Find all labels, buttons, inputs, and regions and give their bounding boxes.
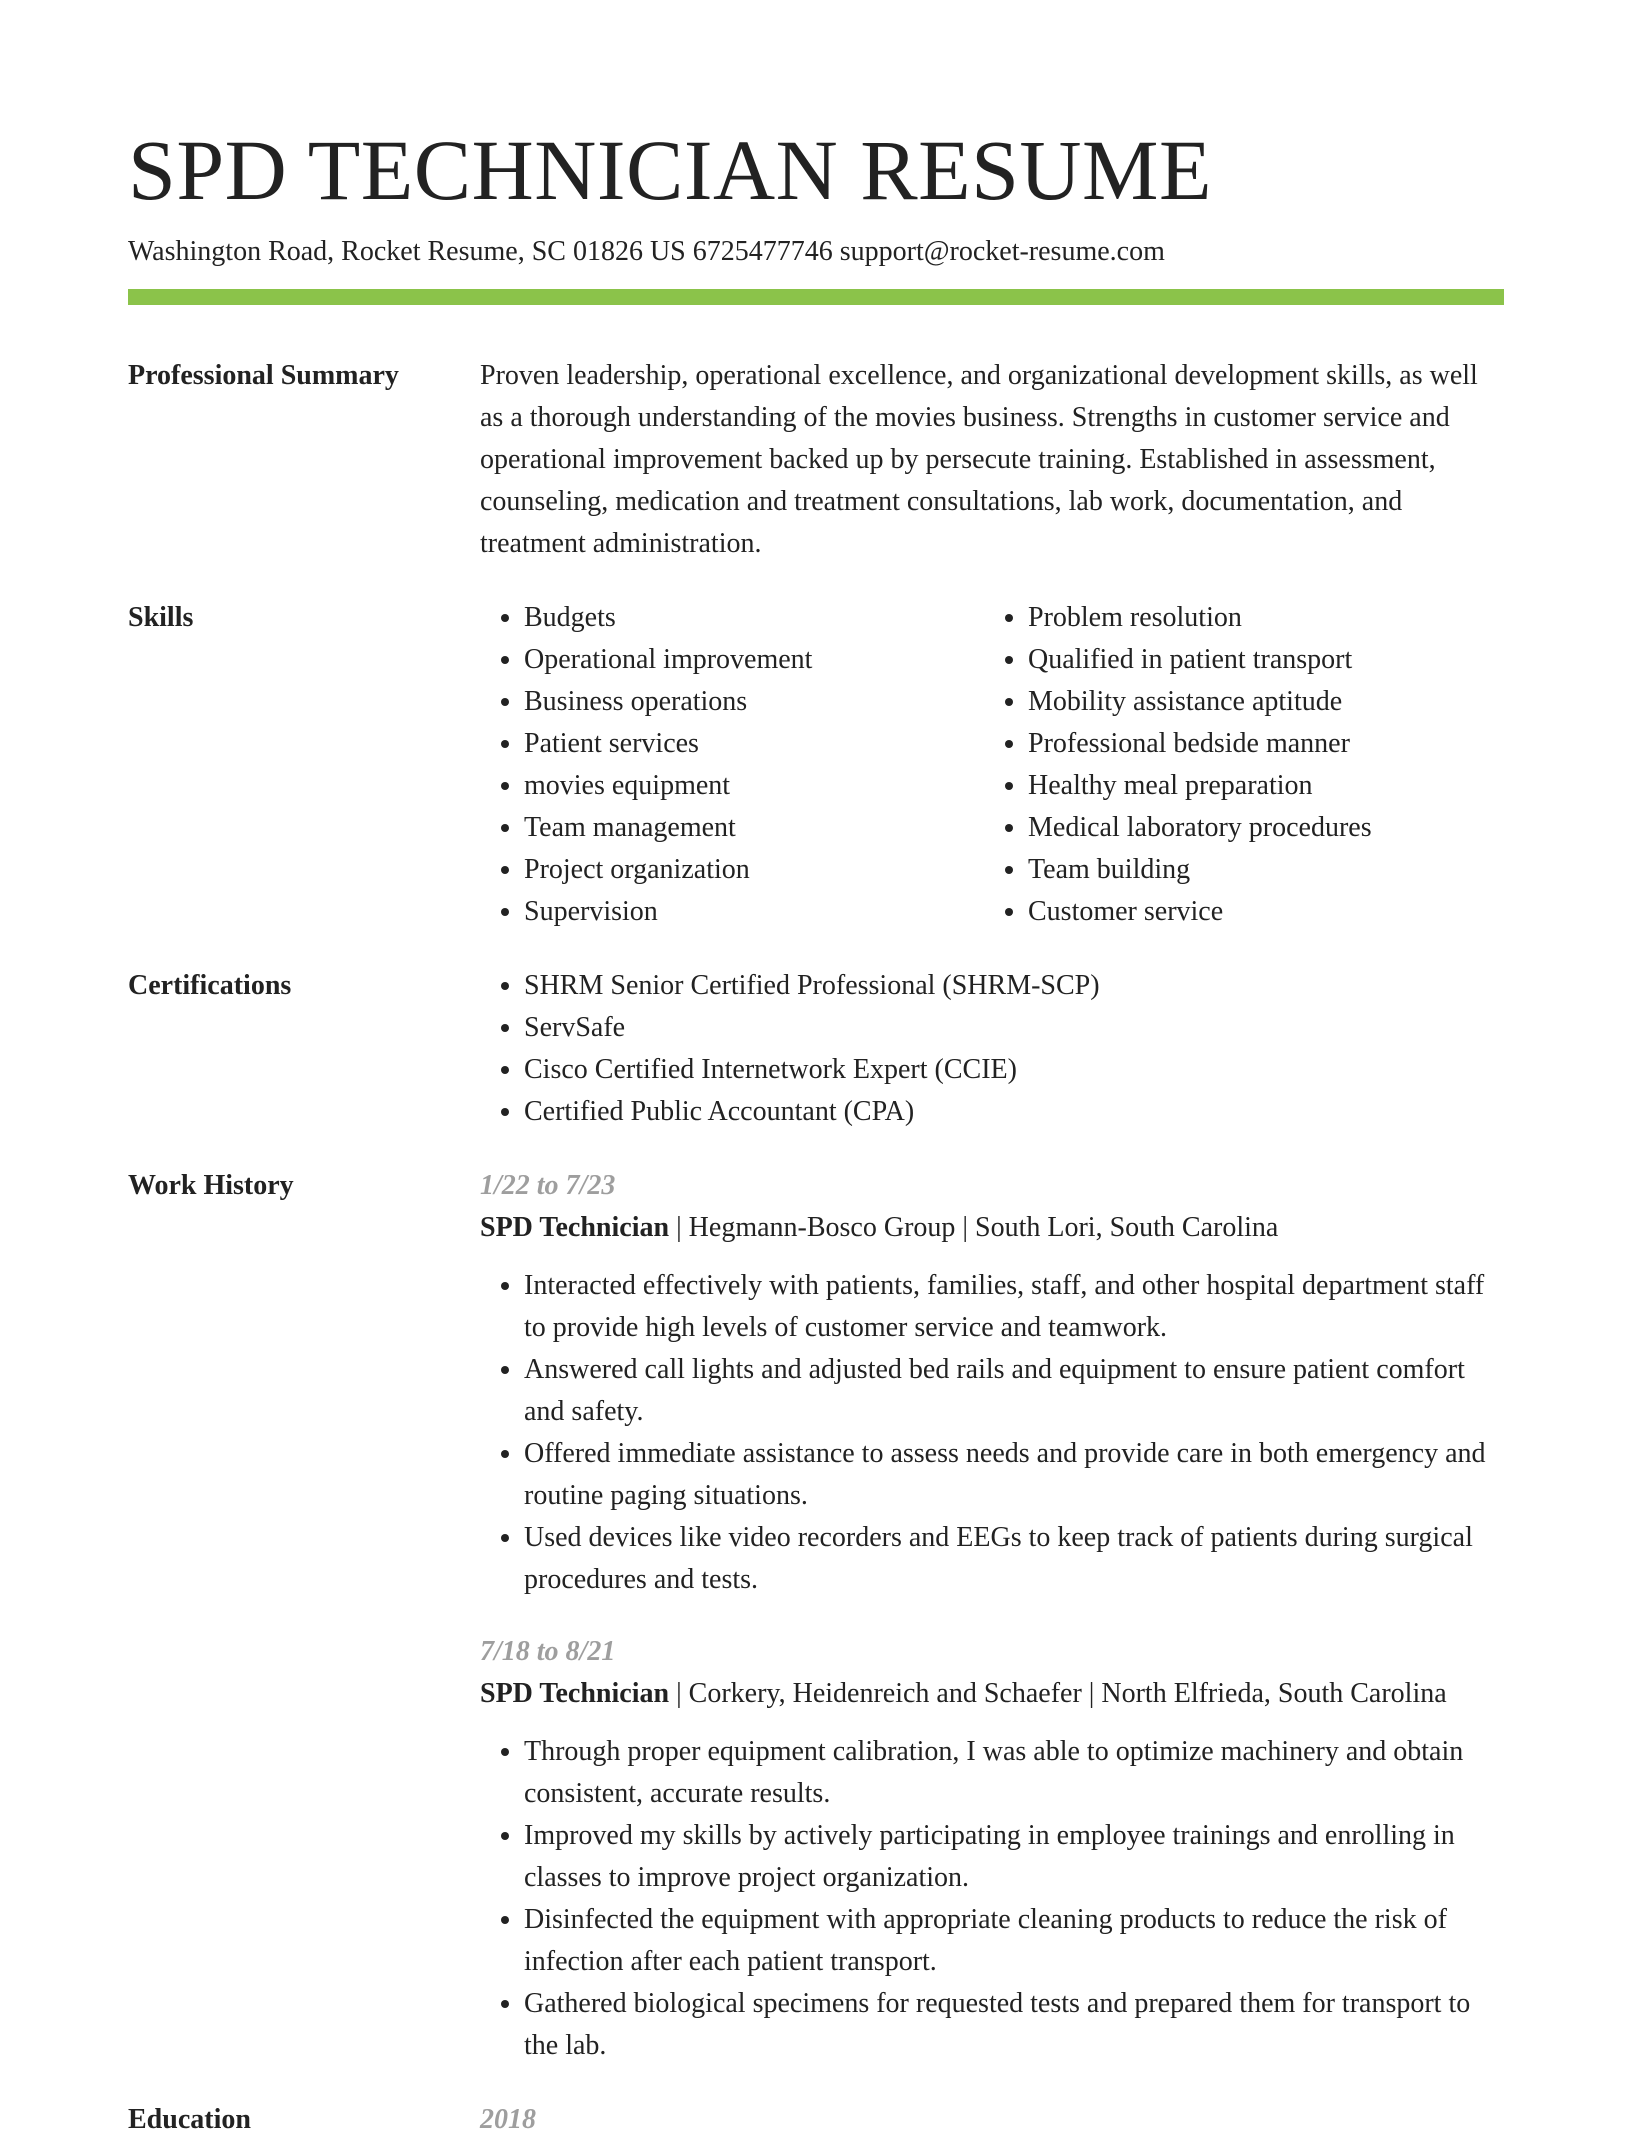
skill-item: • Team building [1028,849,1504,891]
certification-item: • SHRM Senior Certified Professional (SHRM-SCP) [524,965,1504,1007]
certifications-list [480,965,1504,1133]
job-header [480,1673,1504,1715]
certification-item: • Certified Public Accountant (CPA) [524,1091,1504,1133]
job-company: Hegmann-Bosco Group [688,1212,956,1243]
job-bullet-list [480,1265,1504,1601]
skill-item: • Medical laboratory procedures [1028,807,1504,849]
skills-section [128,597,1504,933]
job-entry [480,1165,1504,1601]
certification-item: • ServSafe [524,1007,1504,1049]
summary-section [128,355,1504,565]
job-title: SPD Technician [480,1678,670,1709]
job-title: SPD Technician [480,1212,670,1243]
education-section [128,2099,1504,2141]
job-header [480,1207,1504,1249]
job-entry [480,1631,1504,2067]
certifications-section [128,965,1504,1133]
job-company: Corkery, Heidenreich and Schaefer [688,1678,1082,1709]
skills-list-right [984,597,1504,933]
summary-heading: Professional Summary [128,360,399,391]
certifications-body [480,965,1504,1133]
job-dates: 7/18 to 8/21 [480,1636,616,1667]
job-bullet: • Improved my skills by actively participating in employee trainings and enrolling in classes to improve project organization. [524,1815,1504,1899]
job-bullet-list [480,1731,1504,2067]
work-history-body [480,1165,1504,2067]
skill-item: • movies equipment [524,765,984,807]
job-bullet: • Through proper equipment calibration, I was able to optimize machinery and obtain consistent, accurate results. [524,1731,1504,1815]
work-history-section [128,1165,1504,2067]
skill-item: • Operational improvement [524,639,984,681]
job-dates: 1/22 to 7/23 [480,1170,616,1201]
job-bullet: • Offered immediate assistance to assess needs and provide care in both emergency and routine paging situations. [524,1433,1504,1517]
work-history-heading: Work History [128,1170,294,1201]
certifications-heading: Certifications [128,970,292,1001]
skill-item: • Professional bedside manner [1028,723,1504,765]
job-separator: | [955,1212,976,1243]
skill-item: • Project organization [524,849,984,891]
job-separator: | [669,1212,689,1243]
job-location: North Elfrieda, South Carolina [1101,1678,1447,1709]
skill-item: • Problem resolution [1028,597,1504,639]
skill-item: • Healthy meal preparation [1028,765,1504,807]
skill-item: • Qualified in patient transport [1028,639,1504,681]
skills-columns [480,597,1504,933]
education-body [480,2099,1504,2141]
skills-heading: Skills [128,602,194,633]
job-location: South Lori, South Carolina [975,1212,1279,1243]
skill-item: • Supervision [524,891,984,933]
job-bullet: • Gathered biological specimens for requested tests and prepared them for transport to the lab. [524,1983,1504,2067]
job-bullet: • Disinfected the equipment with appropriate cleaning products to reduce the risk of infection after each patient transport. [524,1899,1504,1983]
job-bullet: • Answered call lights and adjusted bed rails and equipment to ensure patient comfort and safety. [524,1349,1504,1433]
job-bullet: • Interacted effectively with patients, families, staff, and other hospital department staff to provide high levels of customer service and teamwork. [524,1265,1504,1349]
education-heading: Education [128,2104,251,2135]
accent-divider [128,289,1504,305]
skill-item: • Patient services [524,723,984,765]
summary-text: Proven leadership, operational excellence, and organizational development skills, as well as a thorough understanding of the movies business. Strengths in customer service and operational improvement backed up by persecute training. Established in assessment, counseling, medication and treatment consultations, lab work, documentation, and treatment administration. [480,360,1478,559]
certification-item: • Cisco Certified Internetwork Expert (CCIE) [524,1049,1504,1091]
skill-item: • Customer service [1028,891,1504,933]
skill-item: • Mobility assistance aptitude [1028,681,1504,723]
skills-list-left [480,597,984,933]
job-separator: | [1081,1678,1102,1709]
education-date: 2018 [480,2104,536,2135]
skill-item: • Team management [524,807,984,849]
resume-title: SPD TECHNICIAN RESUME [128,122,1213,218]
contact-line: Washington Road, Rocket Resume, SC 01826 US 6725477746 support@rocket-resume.com [128,236,1165,267]
skill-item: • Budgets [524,597,984,639]
skill-item: • Business operations [524,681,984,723]
job-separator: | [669,1678,689,1709]
job-bullet: • Used devices like video recorders and EEGs to keep track of patients during surgical procedures and tests. [524,1517,1504,1601]
resume-page [128,0,1504,2141]
